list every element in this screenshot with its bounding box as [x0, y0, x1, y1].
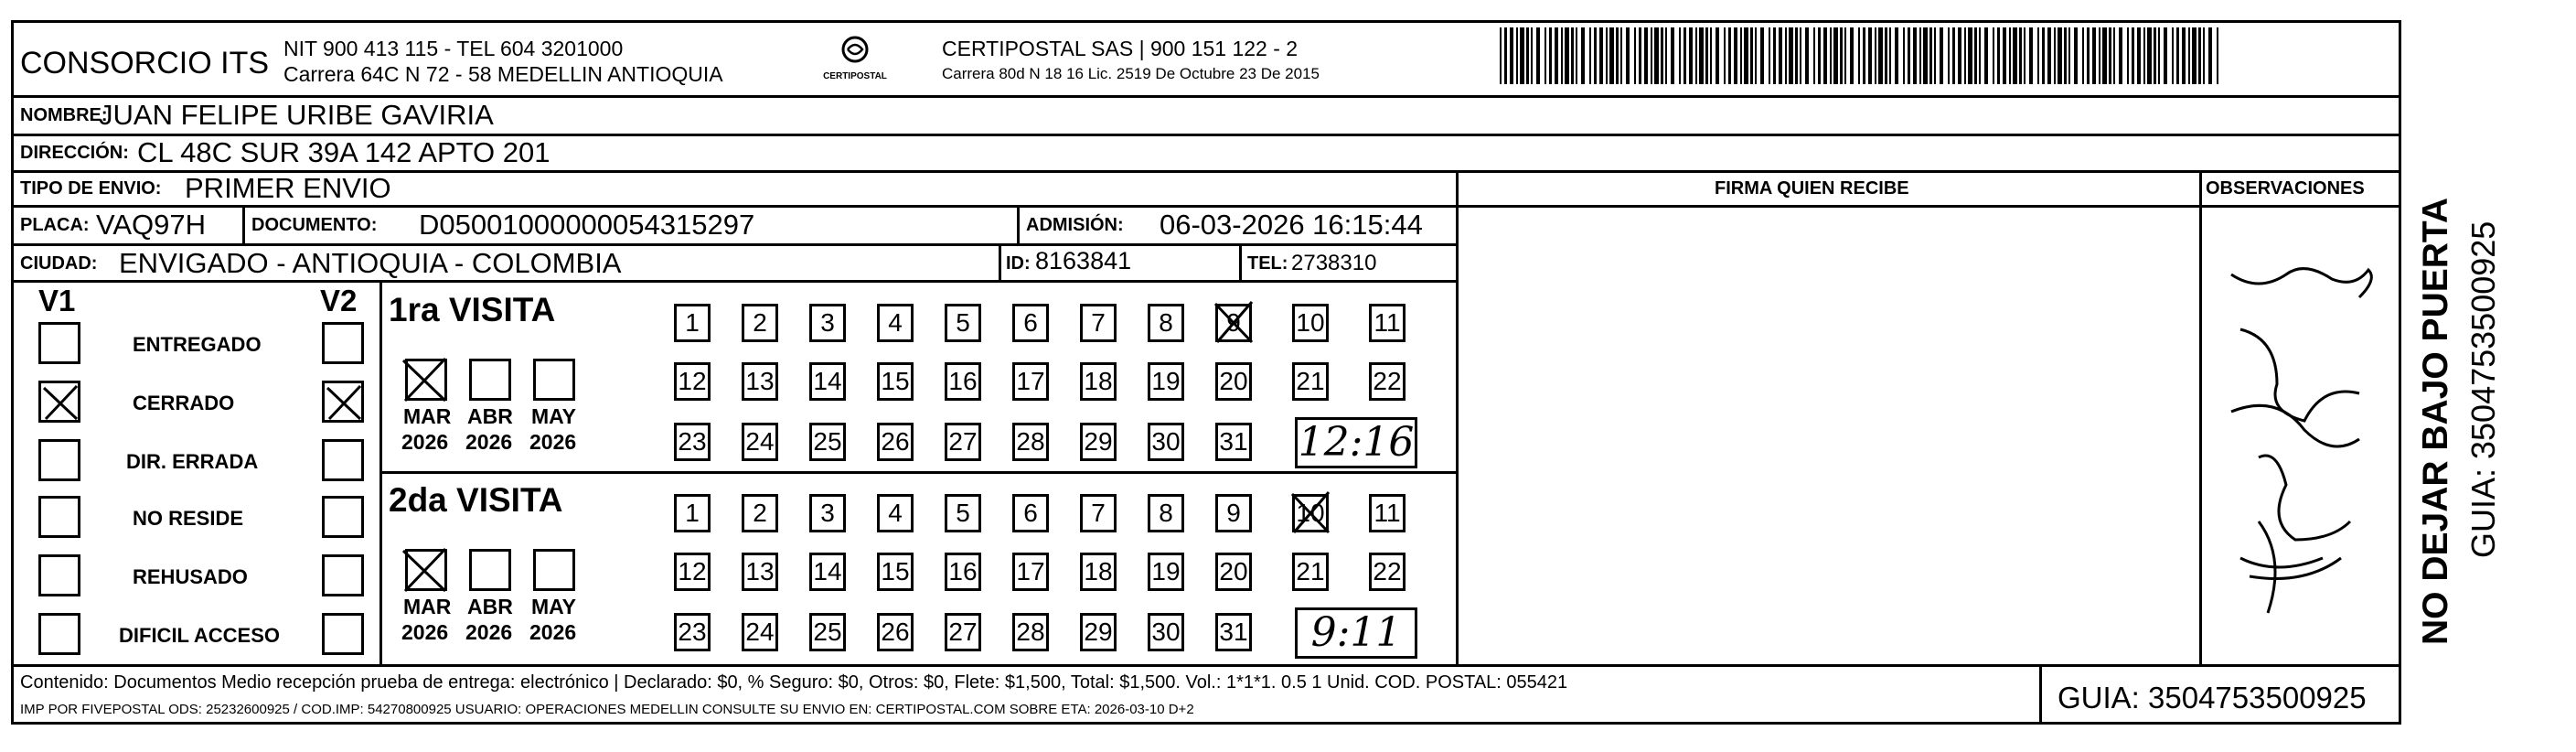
day-box[interactable]: 27: [945, 613, 981, 651]
tipo-envio-value: PRIMER ENVIO: [185, 172, 391, 204]
v2-checkbox[interactable]: [322, 554, 364, 596]
day-box[interactable]: 28: [1012, 613, 1049, 651]
barcode-bar: [1830, 27, 1832, 84]
barcode-bar: [1974, 27, 1977, 84]
day-box[interactable]: 26: [877, 423, 914, 461]
barcode-bar: [1785, 27, 1787, 84]
carrier-address: Carrera 80d N 18 16 Lic. 2519 De Octubre 23 De 2015: [942, 65, 1320, 82]
day-box[interactable]: 8: [1148, 494, 1184, 532]
barcode-bar: [1710, 27, 1712, 84]
month-checkbox[interactable]: [533, 359, 575, 401]
month-checkbox[interactable]: [469, 359, 511, 401]
v2-checkbox[interactable]: [322, 496, 364, 538]
status-label: DIFICIL ACCESO: [119, 624, 281, 647]
visit-title: 2da VISITA: [389, 481, 563, 519]
barcode-bar: [1634, 27, 1636, 84]
barcode-bar: [1589, 27, 1591, 84]
nombre-label: NOMBRE:: [20, 105, 108, 125]
day-box[interactable]: 10: [1292, 494, 1329, 532]
day-box[interactable]: 9: [1215, 494, 1252, 532]
barcode-bar: [2158, 27, 2160, 84]
day-box[interactable]: 31: [1215, 613, 1252, 651]
day-box[interactable]: 27: [945, 423, 981, 461]
day-box[interactable]: 11: [1369, 494, 1406, 532]
barcode-bar: [2182, 27, 2186, 84]
barcode-bar: [1500, 27, 1502, 84]
barcode-bar: [1840, 27, 1843, 84]
day-box[interactable]: 15: [877, 362, 914, 401]
barcode-bar: [1695, 27, 1697, 84]
barcode-bar: [1795, 27, 1798, 84]
barcode-bar: [1626, 27, 1630, 84]
day-box[interactable]: 22: [1369, 553, 1406, 591]
ciudad-value: ENVIGADO - ANTIOQUIA - COLOMBIA: [119, 247, 622, 279]
month-year: 2026: [401, 620, 449, 644]
barcode-bar: [2019, 27, 2022, 84]
month-year: 2026: [465, 430, 513, 454]
barcode-bar: [1665, 27, 1667, 84]
divider: [11, 280, 1458, 283]
barcode-bar: [1889, 27, 1891, 84]
month-name: ABR: [467, 595, 513, 618]
v2-checkbox[interactable]: [322, 381, 364, 423]
barcode-bar: [2203, 27, 2205, 84]
barcode-bar: [2042, 27, 2045, 84]
barcode-bar: [2013, 27, 2017, 84]
day-box[interactable]: 14: [809, 553, 846, 591]
company-name: CONSORCIO ITS: [20, 46, 270, 81]
day-box[interactable]: 22: [1369, 362, 1406, 401]
barcode-bar: [1769, 27, 1770, 84]
day-box[interactable]: 29: [1080, 423, 1117, 461]
nombre-value: JUAN FELIPE URIBE GAVIRIA: [99, 99, 494, 131]
barcode-bar: [2132, 27, 2134, 84]
barcode-bar: [1760, 27, 1764, 84]
day-box[interactable]: 23: [674, 423, 711, 461]
logo-text: CERTIPOSTAL: [823, 71, 887, 81]
day-box[interactable]: 19: [1148, 362, 1184, 401]
barcode-bar: [1908, 27, 1910, 84]
barcode-bar: [1923, 27, 1928, 84]
v1-checkbox[interactable]: [38, 613, 80, 655]
day-box[interactable]: 5: [945, 494, 981, 532]
divider: [1017, 205, 1020, 243]
barcode-bar: [1504, 27, 1507, 84]
documento-label: DOCUMENTO:: [251, 215, 378, 235]
v1-checkbox[interactable]: [38, 439, 80, 481]
visit-time: 12:16: [1295, 417, 1417, 468]
documento-value: D05001000000054315297: [419, 209, 755, 241]
visit-time: 9:11: [1295, 607, 1417, 659]
barcode-bar: [1805, 27, 1809, 84]
barcode-bar: [2037, 27, 2039, 84]
day-box[interactable]: 1: [674, 304, 711, 342]
observaciones-label: OBSERVACIONES: [2206, 178, 2365, 199]
barcode-bar: [1549, 27, 1552, 84]
barcode-bar: [2102, 27, 2107, 84]
divider: [1456, 205, 2401, 208]
divider: [379, 471, 1456, 474]
barcode-bar: [1699, 27, 1704, 84]
barcode-bar: [1964, 27, 1966, 84]
barcode-bar: [1581, 27, 1585, 84]
v1-header: V1: [38, 284, 76, 317]
barcode-bar: [1620, 27, 1622, 84]
barcode-bar: [2192, 27, 2197, 84]
barcode-bar: [1536, 27, 1540, 84]
day-box[interactable]: 3: [809, 494, 846, 532]
barcode-bar: [1705, 27, 1708, 84]
day-box[interactable]: 7: [1080, 494, 1117, 532]
day-box[interactable]: 13: [742, 362, 778, 401]
handwritten-signature: [2204, 247, 2396, 659]
day-box[interactable]: 16: [945, 362, 981, 401]
barcode-bar: [2068, 27, 2070, 84]
admision-label: ADMISIÓN:: [1026, 215, 1124, 235]
barcode-bar: [2143, 27, 2145, 84]
v1-checkbox[interactable]: [38, 554, 80, 596]
barcode-bar: [1818, 27, 1821, 84]
barcode-bar: [1510, 27, 1513, 84]
v1-checkbox[interactable]: [38, 381, 80, 423]
v1-checkbox[interactable]: [38, 496, 80, 538]
day-box[interactable]: 26: [877, 613, 914, 651]
divider: [11, 95, 2401, 98]
barcode-bar: [1968, 27, 1972, 84]
barcode-bar: [1728, 27, 1731, 84]
placa-label: PLACA:: [20, 215, 90, 235]
barcode-bar: [1875, 27, 1876, 84]
barcode-bar: [1561, 27, 1563, 84]
barcode-bar: [1929, 27, 1932, 84]
barcode-bar: [1520, 27, 1524, 84]
day-box[interactable]: 13: [742, 553, 778, 591]
barcode-bar: [2154, 27, 2156, 84]
barcode-bar: [2127, 27, 2129, 84]
month-checkbox[interactable]: [469, 549, 511, 591]
month-year: 2026: [529, 430, 577, 454]
day-box[interactable]: 20: [1215, 553, 1252, 591]
barcode-bar: [2164, 27, 2167, 84]
status-label: DIR. ERRADA: [126, 450, 259, 473]
divider: [2039, 664, 2042, 725]
day-box[interactable]: 10: [1292, 304, 1329, 342]
admision-value: 06-03-2026 16:15:44: [1160, 209, 1423, 241]
barcode-bar: [1789, 27, 1793, 84]
barcode-bar: [1594, 27, 1597, 84]
barcode-bar: [1671, 27, 1674, 84]
v1-checkbox[interactable]: [38, 322, 80, 364]
barcode-bar: [1833, 27, 1838, 84]
footer-content: Contenido: Documentos Medio recepción prueba de entrega: electrónico | Declarado: $0, % Seguro: $0, Otros: $0, Flete: $1,500, Total: $1,500. Vol.: 1*1*1. 0.5 1 Unid. COD. POSTAL: 055421: [20, 672, 1568, 693]
footer-print-info: IMP POR FIVEPOSTAL ODS: 25232600925 / COD.IMP: 54270800925 USUARIO: OPERACIONES MEDELLIN CONSULTE SU ENVIO EN: CERTIPOSTAL.COM SOBRE ETA: 2026-03-10 D+2: [20, 702, 1194, 717]
id-label: ID:: [1006, 253, 1031, 274]
day-box[interactable]: 24: [742, 613, 778, 651]
visit-title: 1ra VISITA: [389, 291, 556, 328]
divider: [1239, 243, 1242, 280]
barcode-bar: [1984, 27, 1988, 84]
barcode-bar: [2003, 27, 2006, 84]
status-label: CERRADO: [133, 392, 235, 414]
day-box[interactable]: 8: [1148, 304, 1184, 342]
barcode-bar: [1545, 27, 1546, 84]
barcode-bar: [1531, 27, 1533, 84]
barcode-bar: [2054, 27, 2056, 84]
barcode-bar: [2047, 27, 2051, 84]
barcode-bar: [1868, 27, 1872, 84]
barcode-bar: [2082, 27, 2084, 84]
day-box[interactable]: 29: [1080, 613, 1117, 651]
barcode-bar: [1609, 27, 1614, 84]
month-checkbox[interactable]: [405, 359, 447, 401]
barcode-bar: [1750, 27, 1753, 84]
barcode-bar: [1779, 27, 1782, 84]
status-label: ENTREGADO: [133, 333, 262, 356]
direccion-label: DIRECCIÓN:: [20, 143, 129, 163]
barcode-bar: [1716, 27, 1719, 84]
v2-checkbox[interactable]: [322, 439, 364, 481]
day-box[interactable]: 23: [674, 613, 711, 651]
barcode-bar: [1948, 27, 1950, 84]
day-box[interactable]: 17: [1012, 362, 1049, 401]
day-box[interactable]: 5: [945, 304, 981, 342]
barcode-bar: [1952, 27, 1955, 84]
day-box[interactable]: 15: [877, 553, 914, 591]
barcode-bar: [2074, 27, 2078, 84]
placa-value: VAQ97H: [96, 209, 207, 241]
company-nit-phone: NIT 900 413 115 - TEL 604 3201000: [283, 37, 624, 60]
barcode-bar: [1895, 27, 1898, 84]
month-checkbox[interactable]: [405, 549, 447, 591]
day-box[interactable]: 4: [877, 304, 914, 342]
barcode-bar: [1644, 27, 1648, 84]
v2-checkbox[interactable]: [322, 322, 364, 364]
day-box[interactable]: 1: [674, 494, 711, 532]
barcode-bar: [1878, 27, 1883, 84]
day-box[interactable]: 4: [877, 494, 914, 532]
barcode-bar: [1651, 27, 1652, 84]
day-box[interactable]: 21: [1292, 553, 1329, 591]
day-box[interactable]: 30: [1148, 613, 1184, 651]
month-name: ABR: [467, 404, 513, 428]
v2-header: V2: [320, 284, 358, 317]
divider: [242, 205, 245, 243]
barcode-bar: [2176, 27, 2179, 84]
day-box[interactable]: 6: [1012, 304, 1049, 342]
day-box[interactable]: 14: [809, 362, 846, 401]
barcode-bar: [1993, 27, 1994, 84]
status-label: NO RESIDE: [133, 507, 244, 530]
divider: [11, 664, 2401, 667]
barcode-bar: [2188, 27, 2190, 84]
barcode-bar: [1606, 27, 1608, 84]
day-box[interactable]: 2: [742, 304, 778, 342]
barcode-bar: [1913, 27, 1917, 84]
barcode-bar: [2092, 27, 2096, 84]
barcode-bar: [2009, 27, 2011, 84]
barcode-bar: [1755, 27, 1757, 84]
barcode-bar: [2172, 27, 2174, 84]
barcode-bar: [1919, 27, 1921, 84]
day-box[interactable]: 18: [1080, 553, 1117, 591]
day-box[interactable]: 11: [1369, 304, 1406, 342]
barcode-bar: [1599, 27, 1603, 84]
barcode-bar: [1661, 27, 1663, 84]
day-box[interactable]: 2: [742, 494, 778, 532]
barcode-bar: [1526, 27, 1529, 84]
barcode-bar: [2208, 27, 2212, 84]
day-box[interactable]: 12: [674, 362, 711, 401]
barcode-bar: [2029, 27, 2033, 84]
month-name: MAY: [531, 595, 576, 618]
barcode-bar: [2113, 27, 2115, 84]
barcode-bar: [1654, 27, 1659, 84]
ciudad-label: CIUDAD:: [20, 253, 98, 274]
barcode-bar: [1679, 27, 1681, 84]
barcode-bar: [2024, 27, 2026, 84]
barcode-bar: [1773, 27, 1776, 84]
barcode-bar: [2099, 27, 2100, 84]
barcode-bar: [1934, 27, 1936, 84]
barcode-bar: [1979, 27, 1981, 84]
divider: [999, 243, 1001, 280]
barcode-bar: [2198, 27, 2201, 84]
barcode-bar: [1740, 27, 1742, 84]
tipo-envio-label: TIPO DE ENVIO:: [20, 178, 162, 199]
company-address: Carrera 64C N 72 - 58 MEDELLIN ANTIOQUIA: [283, 62, 723, 86]
divider: [2199, 170, 2202, 664]
day-box[interactable]: 19: [1148, 553, 1184, 591]
day-box[interactable]: 6: [1012, 494, 1049, 532]
barcode: [1500, 27, 2222, 84]
no-dejar-notice: NO DEJAR BAJO PUERTA: [2416, 197, 2455, 645]
barcode-bar: [1724, 27, 1726, 84]
barcode-bar: [2119, 27, 2122, 84]
month-name: MAY: [531, 404, 576, 428]
barcode-bar: [2217, 27, 2218, 84]
day-box[interactable]: 16: [945, 553, 981, 591]
barcode-bar: [1800, 27, 1801, 84]
day-box[interactable]: 25: [809, 613, 846, 651]
v2-checkbox[interactable]: [322, 613, 364, 655]
barcode-bar: [1813, 27, 1815, 84]
barcode-bar: [1850, 27, 1854, 84]
barcode-bar: [1903, 27, 1905, 84]
divider: [1456, 170, 1459, 664]
barcode-bar: [1844, 27, 1846, 84]
barcode-bar: [1639, 27, 1641, 84]
day-box[interactable]: 21: [1292, 362, 1329, 401]
day-box[interactable]: 9: [1215, 304, 1252, 342]
day-box[interactable]: 30: [1148, 423, 1184, 461]
barcode-bar: [2058, 27, 2062, 84]
day-box[interactable]: 17: [1012, 553, 1049, 591]
day-box[interactable]: 3: [809, 304, 846, 342]
barcode-bar: [1516, 27, 1518, 84]
barcode-bar: [1997, 27, 2000, 84]
barcode-bar: [1689, 27, 1693, 84]
barcode-bar: [1744, 27, 1748, 84]
footer-guia: GUIA: 3504753500925: [2058, 681, 2367, 714]
day-box[interactable]: 24: [742, 423, 778, 461]
month-year: 2026: [465, 620, 513, 644]
barcode-bar: [2064, 27, 2067, 84]
day-box[interactable]: 25: [809, 423, 846, 461]
barcode-bar: [1940, 27, 1943, 84]
barcode-bar: [2109, 27, 2111, 84]
barcode-bar: [2147, 27, 2152, 84]
month-name: MAR: [403, 595, 452, 618]
side-guia: GUIA: 3504753500925: [2464, 220, 2502, 558]
barcode-bar: [1858, 27, 1860, 84]
month-checkbox[interactable]: [533, 549, 575, 591]
status-label: REHUSADO: [133, 565, 248, 588]
barcode-bar: [1823, 27, 1827, 84]
barcode-bar: [1863, 27, 1865, 84]
barcode-bar: [1683, 27, 1686, 84]
barcode-bar: [1571, 27, 1574, 84]
tel-label: TEL:: [1247, 253, 1288, 274]
month-year: 2026: [529, 620, 577, 644]
certipostal-logo: [809, 31, 901, 86]
direccion-value: CL 48C SUR 39A 142 APTO 201: [137, 136, 550, 168]
carrier-info: CERTIPOSTAL SAS | 900 151 122 - 2: [942, 37, 1299, 60]
barcode-bar: [2137, 27, 2141, 84]
tel-value: 2738310: [1291, 251, 1377, 275]
day-box[interactable]: 28: [1012, 423, 1049, 461]
day-box[interactable]: 20: [1215, 362, 1252, 401]
day-box[interactable]: 31: [1215, 423, 1252, 461]
barcode-bar: [1616, 27, 1619, 84]
barcode-bar: [1576, 27, 1577, 84]
firma-label: FIRMA QUIEN RECIBE: [1715, 178, 1909, 199]
barcode-bar: [2087, 27, 2090, 84]
month-year: 2026: [401, 430, 449, 454]
day-box[interactable]: 7: [1080, 304, 1117, 342]
barcode-bar: [1565, 27, 1569, 84]
month-name: MAR: [403, 404, 452, 428]
id-value: 8163841: [1035, 247, 1132, 274]
day-box[interactable]: 18: [1080, 362, 1117, 401]
barcode-bar: [1555, 27, 1558, 84]
barcode-bar: [1734, 27, 1737, 84]
barcode-bar: [1958, 27, 1961, 84]
barcode-bar: [1885, 27, 1887, 84]
day-box[interactable]: 12: [674, 553, 711, 591]
